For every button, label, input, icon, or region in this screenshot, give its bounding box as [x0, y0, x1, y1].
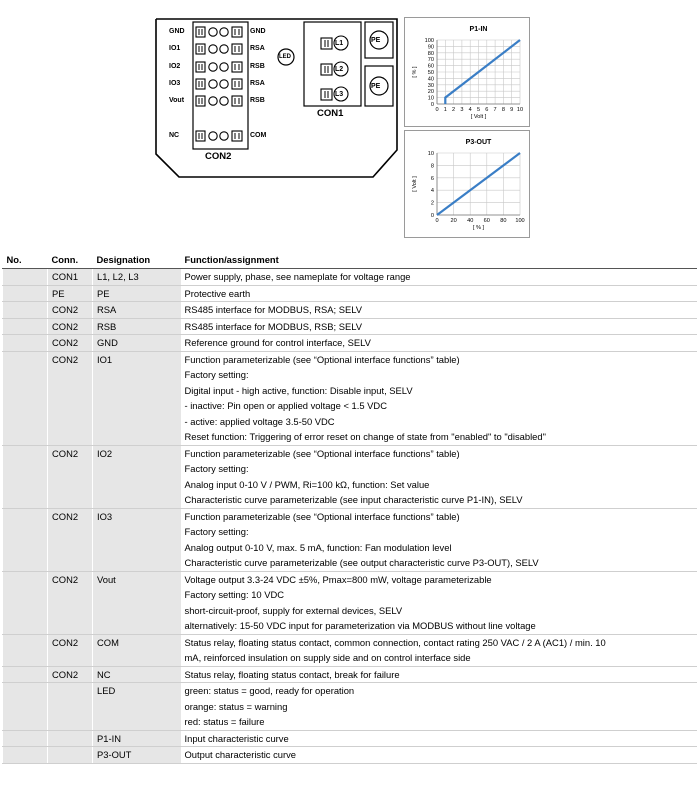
function-line: Protective earth	[184, 287, 251, 299]
x-tick-label: 40	[467, 218, 474, 224]
y-tick-label: 70	[427, 57, 434, 64]
table-row	[3, 285, 697, 302]
function-line: Digital input - high active, function: Disable input, SELV	[184, 384, 413, 396]
chart-p1-in	[404, 17, 530, 127]
x-tick-label: 80	[500, 218, 507, 224]
function-line: Voltage output 3.3-24 VDC ±5%, Pmax=800 mW, voltage parameterizable	[184, 573, 492, 585]
chart-title: P1-IN	[469, 26, 488, 33]
x-tick-label: 7	[493, 107, 497, 113]
table-row	[3, 730, 697, 747]
con2-pin-label-right: RSB	[250, 63, 265, 70]
y-tick-label: 0	[430, 213, 434, 219]
function-line: alternatively: 15-50 VDC input for parameterization via MODBUS without line voltage	[184, 620, 536, 631]
y-tick-label: 90	[427, 44, 434, 51]
y-tick-label: 2	[430, 200, 434, 207]
con2-pin-label-left: GND	[169, 28, 185, 35]
cell-designation: PE	[93, 285, 181, 302]
led-label: LED	[279, 54, 291, 60]
function-line: red: status = failure	[184, 716, 265, 727]
cell-no	[3, 508, 48, 571]
cell-designation: IO3	[93, 508, 181, 571]
function-line: Factory setting:	[184, 463, 249, 474]
cell-conn: CON2	[48, 335, 93, 352]
table-row	[3, 318, 697, 335]
cell-function	[181, 571, 697, 634]
con1-label: CON1	[317, 108, 344, 119]
cell-conn: CON2	[48, 634, 93, 666]
cell-designation: L1, L2, L3	[93, 269, 181, 286]
table-row	[3, 634, 697, 666]
cell-no	[3, 318, 48, 335]
table-row	[3, 747, 697, 764]
cell-conn: CON2	[48, 302, 93, 319]
con2-pin-label-right: COM	[250, 132, 267, 139]
function-line: Output characteristic curve	[184, 749, 297, 760]
cell-designation: RSA	[93, 302, 181, 319]
table-row	[3, 302, 697, 319]
x-axis-label: [ % ]	[472, 225, 485, 231]
cell-function	[181, 508, 697, 571]
cell-no	[3, 335, 48, 352]
cell-conn: CON2	[48, 318, 93, 335]
y-tick-label: 80	[427, 50, 434, 57]
cell-designation: COM	[93, 634, 181, 666]
y-tick-label: 40	[427, 76, 434, 83]
cell-conn: CON2	[48, 508, 93, 571]
x-tick-label: 3	[460, 107, 464, 113]
header-no: No.	[3, 251, 48, 269]
cell-designation: P1-IN	[93, 730, 181, 747]
cell-conn: CON2	[48, 445, 93, 508]
x-tick-label: 100	[515, 218, 525, 224]
y-tick-label: 4	[430, 188, 434, 195]
cell-function	[181, 747, 697, 764]
cell-no	[3, 634, 48, 666]
x-tick-label: 5	[476, 107, 481, 113]
function-line: Characteristic curve parameterizable (see input characteristic curve P1-IN), SELV	[184, 494, 523, 505]
y-tick-label: 30	[427, 82, 434, 89]
y-tick-label: 10	[427, 95, 434, 102]
x-axis-label: [ Volt ]	[470, 114, 487, 120]
terminal-board-diagram	[155, 18, 398, 178]
cell-no	[3, 269, 48, 286]
con2-label: CON2	[205, 151, 232, 162]
cell-function	[181, 730, 697, 747]
function-line: Function parameterizable (see “Optional interface functions” table)	[184, 510, 460, 522]
function-line: Analog input 0-10 V / PWM, Ri=100 kΩ, function: Set value	[184, 478, 430, 490]
con2-pin-label-right: RSA	[250, 45, 265, 52]
x-tick-label: 60	[483, 218, 490, 224]
function-line: Status relay, floating status contact, break for failure	[184, 668, 400, 680]
con2-pin-label-left: IO1	[169, 45, 181, 52]
function-line: mA, reinforced insulation on supply side and on control interface side	[184, 652, 471, 663]
table-row	[3, 666, 697, 683]
pe-label-top: PE	[371, 37, 381, 44]
chart-p3-out	[404, 130, 530, 238]
connection-table	[2, 250, 697, 764]
cell-designation: P3-OUT	[93, 747, 181, 764]
function-line: Function parameterizable (see “Optional interface functions” table)	[184, 353, 460, 365]
cell-conn	[48, 747, 93, 764]
function-line: orange: status = warning	[184, 700, 288, 712]
x-tick-label: 10	[516, 107, 524, 113]
function-line: Reset function: Triggering of error reset on change of state from "enabled" to "disabled"	[184, 431, 546, 442]
function-line: - active: applied voltage 3.5-50 VDC	[184, 415, 335, 427]
con2-pin-label-left: IO3	[169, 80, 181, 87]
x-tick-label: 20	[450, 218, 457, 224]
y-tick-label: 8	[430, 163, 434, 170]
table-row	[3, 508, 697, 571]
function-line: Factory setting:	[184, 369, 249, 380]
function-line: Characteristic curve parameterizable (see output characteristic curve P3-OUT), SELV	[184, 557, 539, 568]
cell-function	[181, 634, 697, 666]
cell-conn	[48, 730, 93, 747]
cell-conn: CON2	[48, 666, 93, 683]
function-line: Factory setting: 10 VDC	[184, 589, 285, 600]
cell-designation: IO1	[93, 351, 181, 445]
chart-p3-out-svg	[405, 131, 529, 237]
y-tick-label: 10	[427, 151, 434, 157]
function-line: Power supply, phase, see nameplate for voltage range	[184, 271, 411, 282]
table-row	[3, 571, 697, 634]
y-axis-label: [ % ]	[412, 66, 418, 78]
function-line: green: status = good, ready for operation	[184, 685, 355, 696]
y-tick-label: 60	[427, 63, 434, 70]
con1-terminal-label: L2	[335, 66, 344, 73]
cell-function	[181, 269, 697, 286]
x-tick-label: 9	[510, 107, 514, 113]
x-tick-label: 8	[501, 107, 505, 113]
x-tick-label: 1	[443, 107, 447, 113]
cell-no	[3, 351, 48, 445]
con2-pin-label-right: GND	[250, 28, 266, 35]
cell-function	[181, 445, 697, 508]
cell-no	[3, 302, 48, 319]
cell-function	[181, 335, 697, 352]
table-row	[3, 445, 697, 508]
cell-function	[181, 683, 697, 731]
x-tick-label: 2	[452, 107, 456, 113]
con2-pin-label-right: RSB	[250, 97, 265, 104]
function-line: Function parameterizable (see “Optional interface functions” table)	[184, 447, 460, 459]
header-designation: Designation	[93, 251, 181, 269]
header-function: Function/assignment	[181, 251, 697, 269]
cell-no	[3, 571, 48, 634]
board-outline	[155, 18, 398, 178]
con2-pin-label-left: Vout	[169, 97, 185, 104]
y-tick-label: 50	[427, 70, 434, 76]
cell-designation: IO2	[93, 445, 181, 508]
pe-label-bottom: PE	[371, 83, 381, 90]
function-line: - inactive: Pin open or applied voltage < 1.5 VDC	[184, 400, 387, 411]
con1-terminal-label: L1	[335, 40, 344, 47]
x-tick-label: 0	[435, 218, 439, 224]
cell-no	[3, 730, 48, 747]
function-line: Factory setting:	[184, 526, 249, 537]
table-row	[3, 269, 697, 286]
header-conn: Conn.	[48, 251, 93, 269]
cell-designation: LED	[93, 683, 181, 731]
chart-p1-in-svg	[405, 18, 529, 126]
function-line: RS485 interface for MODBUS, RSA; SELV	[184, 304, 362, 315]
cell-conn	[48, 683, 93, 731]
function-line: Status relay, floating status contact, common connection, contact rating 250 VAC / 2 A (AC1) / min. 10	[184, 636, 606, 648]
cell-function	[181, 302, 697, 319]
con2-pin-label-left: NC	[169, 132, 180, 139]
cell-designation: Vout	[93, 571, 181, 634]
cell-function	[181, 285, 697, 302]
cell-no	[3, 747, 48, 764]
cell-function	[181, 351, 697, 445]
cell-no	[3, 666, 48, 683]
cell-conn: PE	[48, 285, 93, 302]
cell-no	[3, 285, 48, 302]
con2-pin-label-right: RSA	[250, 80, 265, 87]
cell-conn: CON2	[48, 571, 93, 634]
x-tick-label: 6	[485, 107, 489, 113]
table-row	[3, 683, 697, 731]
y-axis-label: [ Volt ]	[412, 176, 418, 192]
function-line: Analog output 0-10 V, max. 5 mA, function: Fan modulation level	[184, 541, 452, 553]
cell-designation: NC	[93, 666, 181, 683]
y-tick-label: 20	[427, 89, 434, 96]
x-tick-label: 0	[435, 107, 439, 113]
x-tick-label: 4	[468, 107, 472, 113]
function-line: RS485 interface for MODBUS, RSB; SELV	[184, 320, 362, 332]
con2-pin-label-left: IO2	[169, 63, 181, 70]
cell-conn: CON2	[48, 351, 93, 445]
function-line: Reference ground for control interface, SELV	[184, 337, 371, 348]
cell-no	[3, 445, 48, 508]
cell-function	[181, 318, 697, 335]
cell-designation: GND	[93, 335, 181, 352]
cell-no	[3, 683, 48, 731]
cell-function	[181, 666, 697, 683]
function-line: Input characteristic curve	[184, 732, 289, 744]
chart-title: P3-OUT	[465, 139, 492, 146]
cell-conn: CON1	[48, 269, 93, 286]
con1-terminal-label: L3	[335, 91, 344, 98]
y-tick-label: 100	[424, 38, 434, 44]
function-line: short-circuit-proof, supply for external devices, SELV	[184, 604, 403, 616]
series-line	[437, 153, 520, 215]
table-row	[3, 351, 697, 445]
cell-designation: RSB	[93, 318, 181, 335]
y-tick-label: 6	[430, 175, 434, 182]
table-row	[3, 335, 697, 352]
table-header-row	[3, 251, 697, 269]
y-tick-label: 0	[430, 102, 434, 108]
